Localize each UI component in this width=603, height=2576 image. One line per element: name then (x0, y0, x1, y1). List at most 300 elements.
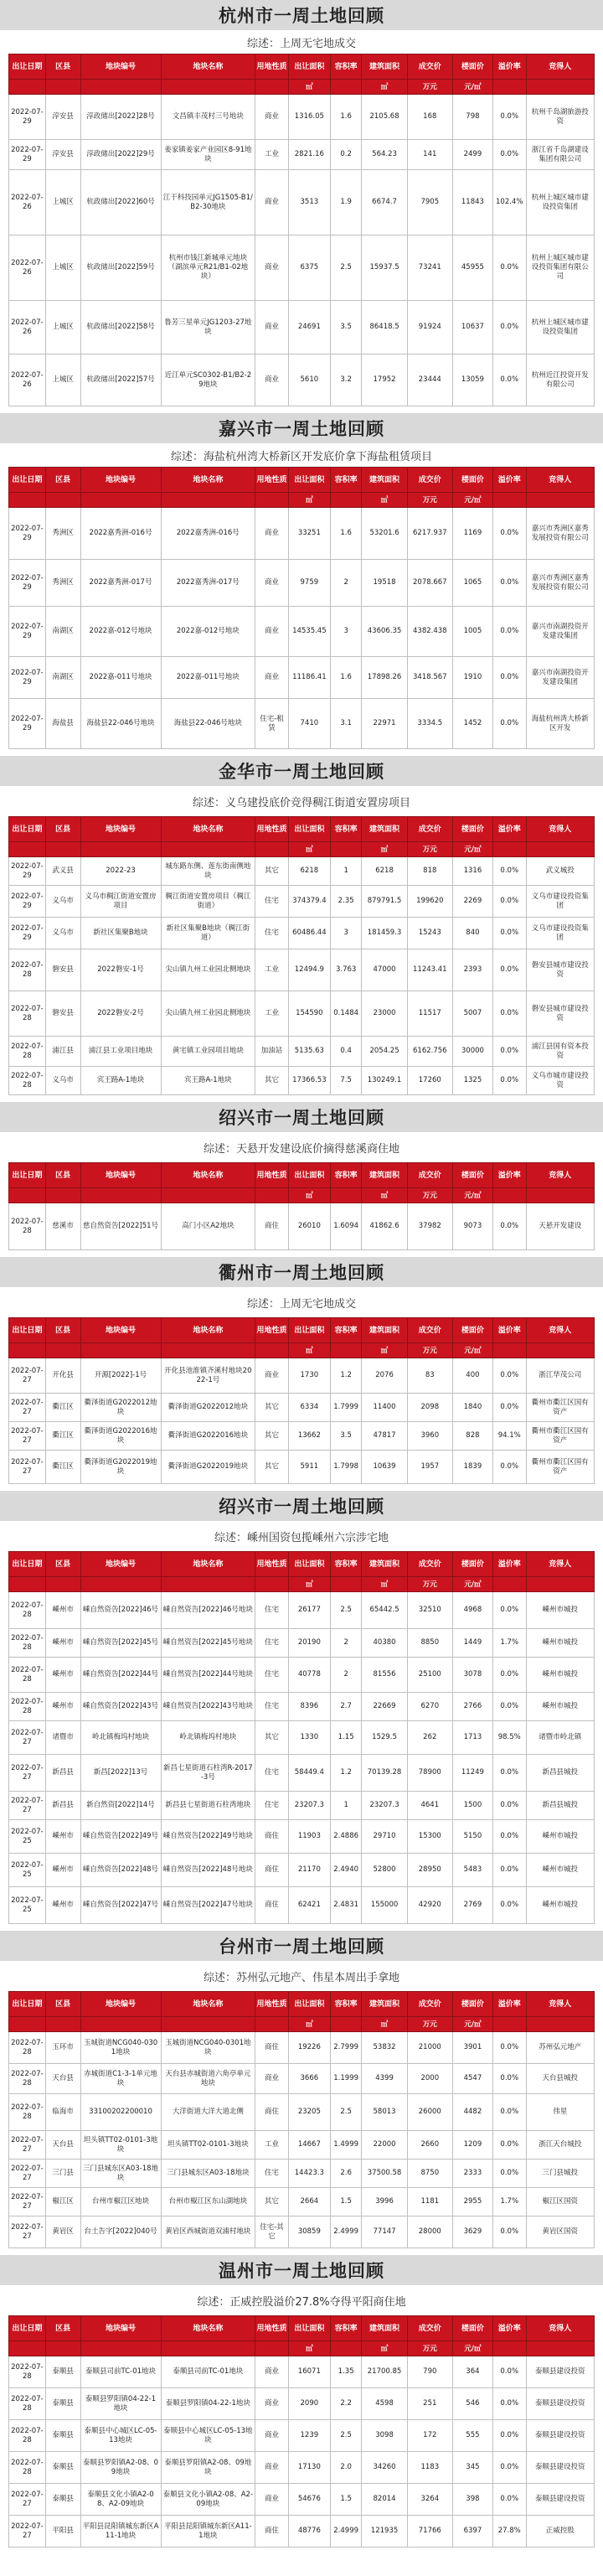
table-cell: 91924 (407, 301, 452, 354)
column-header: 出让日期 (9, 468, 46, 493)
table-cell: 2 (330, 560, 362, 607)
table-cell: 商业 (255, 301, 289, 354)
table-cell: 3996 (362, 2188, 407, 2216)
table-cell: 1239 (288, 2420, 330, 2452)
table-cell: 251 (407, 2388, 452, 2420)
table-cell: 41862.6 (362, 1203, 407, 1250)
table-cell: 40380 (362, 1629, 407, 1658)
column-header: 建筑面积 (362, 2316, 407, 2341)
table-cell: 1316 (452, 857, 492, 886)
table-cell: 文昌镇丰茂村三号地块 (161, 95, 255, 140)
table-cell: 嵊自然资告[2022]46号地块 (161, 1592, 255, 1629)
unit-header (161, 1343, 255, 1358)
table-cell: 2022-07-26 (9, 301, 46, 354)
table-cell: 泰顺县 (45, 2388, 80, 2420)
table-cell: 1449 (452, 1629, 492, 1658)
table-cell: 稠江街道安置房项目（稠江街道） (161, 886, 255, 918)
column-header: 地块编号 (80, 1992, 161, 2017)
table-cell: 台州市椒江区地块 (80, 2188, 161, 2216)
table-cell: 新昌县 (45, 1755, 80, 1792)
table-cell: 天台县 (45, 2131, 80, 2160)
unit-header (80, 80, 161, 95)
table-cell: 14423.3 (288, 2160, 330, 2188)
table-cell: 2.5 (330, 2420, 362, 2452)
table-row (9, 508, 595, 560)
table-row (9, 301, 595, 354)
table-cell: 泰顺县文化小镇A2-08、A2-09地块 (80, 2484, 161, 2516)
table-cell: 33100202200010 (80, 2094, 161, 2131)
table-cell: 2022-07-26 (9, 235, 46, 301)
table-cell: 28000 (407, 2216, 452, 2248)
table-cell: 杭政储出[2022]57号 (80, 354, 161, 406)
table-cell: 衢泽街道G2022012地块 (161, 1394, 255, 1422)
column-header: 出让日期 (9, 1992, 46, 2017)
unit-header: 元/㎡ (452, 2341, 492, 2356)
land-table (8, 54, 595, 406)
table-cell: 义乌市建设投资集团 (526, 886, 594, 918)
table-cell: 16071 (288, 2356, 330, 2388)
table-cell: 衢泽街道G2022019地块 (161, 1451, 255, 1484)
table-cell: 102.4% (492, 170, 526, 235)
column-header: 容积率 (330, 2316, 362, 2341)
table-cell: 1452 (452, 699, 492, 749)
table-cell: 2022嘉-011号地块 (80, 657, 161, 699)
table-cell: 10639 (362, 1451, 407, 1484)
table-cell: 5135.63 (288, 1037, 330, 1067)
section-title: 金华市一周土地回顾 (0, 756, 603, 786)
section-1 (0, 0, 603, 413)
table-cell: 2769 (452, 1887, 492, 1924)
table-cell: 1.7998 (330, 1451, 362, 1484)
table-cell: 374379.4 (288, 886, 330, 918)
section-6 (0, 1491, 603, 1931)
unit-header (80, 493, 161, 508)
unit-header (80, 2017, 161, 2032)
unit-header (45, 842, 80, 857)
table-cell: 城东路东侧、莲东街南侧地块 (161, 857, 255, 886)
table-cell: 商业 (255, 2064, 289, 2094)
column-header: 出让日期 (9, 1163, 46, 1188)
table-cell: 住宅 (255, 1693, 289, 1721)
table-cell: 正威控股 (526, 2516, 594, 2548)
column-header: 区县 (45, 1552, 80, 1577)
column-header: 用地性质 (255, 1163, 289, 1188)
table-row (9, 657, 595, 699)
unit-header (9, 1577, 46, 1592)
table-cell: 840 (452, 918, 492, 949)
section-summary: 综述：苏州弘元地产、伟星本周出手拿地 (203, 1971, 399, 1984)
table-cell: 义乌市城市建设投资 (526, 1067, 594, 1095)
table-cell: 泰顺县中心城区LC-05-13地块 (161, 2420, 255, 2452)
table-cell: 嵊自然资告[2022]46号 (80, 1592, 161, 1629)
table-cell: 南湖区 (45, 607, 80, 657)
unit-header: 万元 (407, 842, 452, 857)
table-cell: 81556 (362, 1658, 407, 1693)
table-cell: 杭州上城区城市建设投资集团 (526, 170, 594, 235)
table-cell: 姜家镇姜家产业园区8-91地块 (161, 140, 255, 170)
unit-header (80, 1577, 161, 1592)
column-header: 建筑面积 (362, 1163, 407, 1188)
table-cell: 564.23 (362, 140, 407, 170)
column-header: 地块名称 (161, 1992, 255, 2017)
table-cell: 商住 (255, 1887, 289, 1924)
table-cell: 2022磐安-1号 (80, 949, 161, 991)
table-cell: 0.0% (492, 857, 526, 886)
table-cell: 嘉兴市秀洲区嘉秀发展投资有限公司 (526, 508, 594, 560)
table-cell: 嵊自然资告[2022]45号地块 (161, 1629, 255, 1658)
column-header: 容积率 (330, 1992, 362, 2017)
table-cell: 浙江华茂公司 (526, 1358, 594, 1394)
unit-header: 元/㎡ (452, 1188, 492, 1203)
table-cell: 3334.5 (407, 699, 452, 749)
table-cell: 0.0% (492, 1451, 526, 1484)
table-cell: 0.0% (492, 1820, 526, 1854)
column-header: 成交价 (407, 468, 452, 493)
table-cell: 2022-07-28 (9, 1629, 46, 1658)
table-cell: 义乌市建设投资集团 (526, 918, 594, 949)
table-cell: 泰顺县罗阳镇A2-08、09地块 (161, 2452, 255, 2484)
column-header: 出让面积 (288, 54, 330, 80)
table-cell: 17366.53 (288, 1067, 330, 1095)
table-cell: 1713 (452, 1721, 492, 1755)
table-cell: 嵊州市 (45, 1820, 80, 1854)
unit-header (161, 1577, 255, 1592)
table-cell: 大洋街道大洋大道北侧 (161, 2094, 255, 2131)
table-cell: 82014 (362, 2484, 407, 2516)
column-header: 地块名称 (161, 817, 255, 842)
table-cell: 0.0% (492, 235, 526, 301)
column-header: 出让面积 (288, 817, 330, 842)
table-cell: 上城区 (45, 301, 80, 354)
table-cell: 2022-07-29 (9, 508, 46, 560)
column-header: 楼面价 (452, 1992, 492, 2017)
unit-header: ㎡ (288, 2017, 330, 2032)
table-cell: 3.763 (330, 949, 362, 991)
table-cell: 40778 (288, 1658, 330, 1693)
column-header: 建筑面积 (362, 468, 407, 493)
table-cell: 78900 (407, 1755, 452, 1792)
table-row (9, 991, 595, 1037)
table-cell: 泰顺县司前TC-01地块 (161, 2356, 255, 2388)
table-cell: 2.4886 (330, 1820, 362, 1854)
column-header: 地块编号 (80, 2316, 161, 2341)
column-header: 地块编号 (80, 468, 161, 493)
section-spacer (0, 1924, 603, 1931)
table-cell: 45955 (452, 235, 492, 301)
column-header: 楼面价 (452, 1163, 492, 1188)
column-header: 容积率 (330, 1163, 362, 1188)
table-cell: 0.0% (492, 2064, 526, 2094)
table-cell: 0.0% (492, 1203, 526, 1250)
table-cell: 2269 (452, 886, 492, 918)
table-cell: 2766 (452, 1693, 492, 1721)
table-cell: 2022-07-29 (9, 918, 46, 949)
table-cell: 杭州上城区城市建设投资集团有限公司 (526, 235, 594, 301)
table-cell: 1183 (407, 2452, 452, 2484)
table-cell: 17130 (288, 2452, 330, 2484)
land-table (8, 2315, 595, 2548)
table-cell: 2022-07-25 (9, 1854, 46, 1887)
table-cell: 2.6 (330, 2160, 362, 2188)
table-cell: 商住 (255, 1820, 289, 1854)
table-cell: 22669 (362, 1693, 407, 1721)
unit-header (45, 1577, 80, 1592)
table-cell: 嵊州市城投 (526, 1854, 594, 1887)
table-cell: 南湖区 (45, 657, 80, 699)
column-header: 竞得人 (526, 1992, 594, 2017)
column-header: 区县 (45, 1163, 80, 1188)
table-cell: 衢泽街道G2022016地块 (161, 1422, 255, 1451)
table-cell: 开化县 (45, 1358, 80, 1394)
unit-header: 万元 (407, 493, 452, 508)
table-cell: 嵊自然资告[2022]44号 (80, 1658, 161, 1693)
section-spacer (0, 406, 603, 413)
table-cell: 1910 (452, 657, 492, 699)
table-cell: 慈溪市 (45, 1203, 80, 1250)
table-cell: 衢江区 (45, 1422, 80, 1451)
unit-header (9, 2341, 46, 2356)
table-cell: 0.0% (492, 560, 526, 607)
table-cell: 嵊州市 (45, 1658, 80, 1693)
table-cell: 平阳县昆阳镇城东新区A11-1地块 (161, 2516, 255, 2548)
table-row (9, 1854, 595, 1887)
column-header: 竞得人 (526, 468, 594, 493)
table-cell: 1316.05 (288, 95, 330, 140)
table-cell: 嵊自然资告[2022]49号地块 (161, 1820, 255, 1854)
table-row (9, 2484, 595, 2516)
table-cell: 住宅 (255, 1629, 289, 1658)
unit-header (330, 80, 362, 95)
table-cell: 86418.5 (362, 301, 407, 354)
table-cell: 33251 (288, 508, 330, 560)
table-cell: 94.1% (492, 1422, 526, 1451)
table-row (9, 2188, 595, 2216)
table-cell: 1.5 (330, 2188, 362, 2216)
table-cell: 1500 (452, 1792, 492, 1820)
table-cell: 26177 (288, 1592, 330, 1629)
table-cell: 828 (452, 1422, 492, 1451)
table-cell: 3.5 (330, 301, 362, 354)
table-cell: 衢江区 (45, 1451, 80, 1484)
table-cell: 淳政储出[2022]28号 (80, 95, 161, 140)
table-cell: 新昌县城投 (526, 1792, 594, 1820)
table-cell: 5483 (452, 1854, 492, 1887)
table-cell: 嘉兴市南湖投资开发建设集团 (526, 657, 594, 699)
table-cell: 浦江县国有资本投资 (526, 1037, 594, 1067)
column-header: 楼面价 (452, 54, 492, 80)
table-cell: 2.5 (330, 235, 362, 301)
unit-header: ㎡ (288, 80, 330, 95)
column-header: 溢价率 (492, 54, 526, 80)
column-header: 竞得人 (526, 817, 594, 842)
table-cell: 磐安县城市建设投资 (526, 991, 594, 1037)
column-header: 成交价 (407, 817, 452, 842)
table-cell: 32510 (407, 1592, 452, 1629)
table-cell: 11903 (288, 1820, 330, 1854)
unit-header (255, 1343, 289, 1358)
table-cell: 0.0% (492, 2420, 526, 2452)
unit-header (492, 493, 526, 508)
table-row (9, 560, 595, 607)
column-header: 地块编号 (80, 54, 161, 80)
table-cell: 23444 (407, 354, 452, 406)
table-row (9, 170, 595, 235)
table-cell: 嵊州市城投 (526, 1820, 594, 1854)
table-cell: 0.0% (492, 2032, 526, 2064)
table-cell: 12494.9 (288, 949, 330, 991)
column-header: 溢价率 (492, 1318, 526, 1343)
table-cell: 其它 (255, 1451, 289, 1484)
table-cell: 19518 (362, 560, 407, 607)
table-cell: 37500.58 (362, 2160, 407, 2188)
section-title: 绍兴市一周土地回顾 (0, 1102, 603, 1132)
table-cell: 开源[2022]-1号 (80, 1358, 161, 1394)
table-row (9, 1658, 595, 1693)
table-row (9, 1629, 595, 1658)
unit-header (526, 842, 594, 857)
column-header: 成交价 (407, 1552, 452, 1577)
table-cell: 20190 (288, 1629, 330, 1658)
unit-header: ㎡ (362, 1343, 407, 1358)
table-row (9, 1721, 595, 1755)
table-cell: 商业 (255, 657, 289, 699)
table-cell: 5610 (288, 354, 330, 406)
column-header: 溢价率 (492, 1552, 526, 1577)
table-cell: 130249.1 (362, 1067, 407, 1095)
table-cell: 住宅 (255, 1592, 289, 1629)
column-header: 成交价 (407, 2316, 452, 2341)
section-spacer (0, 2248, 603, 2255)
table-cell: 1.7% (492, 1629, 526, 1658)
table-cell: 199620 (407, 886, 452, 918)
table-cell: 嵊自然资告[2022]45号 (80, 1629, 161, 1658)
unit-header: 元/㎡ (452, 80, 492, 95)
table-cell: 1.6094 (330, 1203, 362, 1250)
table-cell: 11400 (362, 1394, 407, 1422)
table-cell: 4641 (407, 1792, 452, 1820)
table-cell: 0.0% (492, 301, 526, 354)
section-title: 杭州市一周土地回顾 (0, 0, 603, 30)
table-cell: 天悬开发建设 (526, 1203, 594, 1250)
unit-header (161, 80, 255, 95)
section-8 (0, 2255, 603, 2554)
table-cell: 2022嘉-011号地块 (161, 657, 255, 699)
unit-header (330, 1577, 362, 1592)
table-cell: 三门县城投 (526, 2160, 594, 2188)
column-header: 出让日期 (9, 54, 46, 80)
table-cell: 嵊州市 (45, 1592, 80, 1629)
table-row (9, 2452, 595, 2484)
column-header: 竞得人 (526, 1552, 594, 1577)
table-cell: 23000 (362, 991, 407, 1037)
table-cell: 15937.5 (362, 235, 407, 301)
table-cell: 2664 (288, 2188, 330, 2216)
unit-header (330, 493, 362, 508)
land-table (8, 1317, 595, 1484)
table-cell: 磐安县 (45, 991, 80, 1037)
table-row (9, 1755, 595, 1792)
table-cell: 0.0% (492, 140, 526, 170)
table-cell: 2.4999 (330, 2516, 362, 2548)
table-cell: 27.8% (492, 2516, 526, 2548)
table-cell: 杭政储出[2022]60号 (80, 170, 161, 235)
table-cell: 嵊自然资告[2022]47号地块 (161, 1887, 255, 1924)
table-cell: 1169 (452, 508, 492, 560)
table-cell: 21000 (407, 2032, 452, 2064)
column-header: 用地性质 (255, 2316, 289, 2341)
land-table (8, 1162, 595, 1250)
table-cell: 嘉兴市南湖投资开发建设集团 (526, 607, 594, 657)
table-cell: 2.4999 (330, 2216, 362, 2248)
column-header: 竞得人 (526, 54, 594, 80)
table-cell: 2022-07-27 (9, 1755, 46, 1792)
column-header: 建筑面积 (362, 54, 407, 80)
column-header: 用地性质 (255, 1992, 289, 2017)
column-header: 建筑面积 (362, 1552, 407, 1577)
table-cell: 住宅 (255, 2160, 289, 2188)
table-cell: 2022-07-28 (9, 1658, 46, 1693)
table-row (9, 1394, 595, 1422)
table-cell: 8850 (407, 1629, 452, 1658)
table-cell: 48776 (288, 2516, 330, 2548)
table-cell: 2022-07-29 (9, 95, 46, 140)
table-cell: 0.0% (492, 949, 526, 991)
table-cell: 53201.6 (362, 508, 407, 560)
unit-header: ㎡ (288, 493, 330, 508)
column-header: 容积率 (330, 1318, 362, 1343)
table-row (9, 1358, 595, 1394)
table-cell: 2022-07-27 (9, 1358, 46, 1394)
unit-header (80, 2341, 161, 2356)
table-cell: 2.35 (330, 886, 362, 918)
table-cell: 1.6 (330, 657, 362, 699)
table-cell: 2022-23 (80, 857, 161, 886)
table-cell: 商业 (255, 1358, 289, 1394)
table-cell: 三门县 (45, 2160, 80, 2188)
table-cell: 商业 (255, 354, 289, 406)
table-cell: 2022嘉秀洲-017号 (161, 560, 255, 607)
table-cell: 0.0% (492, 1854, 526, 1887)
table-cell: 嵊州市 (45, 1887, 80, 1924)
column-header: 楼面价 (452, 817, 492, 842)
column-header: 出让日期 (9, 817, 46, 842)
column-header: 出让日期 (9, 2316, 46, 2341)
table-cell: 11249 (452, 1755, 492, 1792)
table-cell: 13662 (288, 1422, 330, 1451)
table-cell: 2022-07-27 (9, 1451, 46, 1484)
table-cell: 2.4831 (330, 1887, 362, 1924)
table-cell: 1 (330, 857, 362, 886)
table-cell: 3098 (362, 2420, 407, 2452)
table-cell: 海盐县22-046号地块 (80, 699, 161, 749)
table-row (9, 1451, 595, 1484)
column-header: 出让面积 (288, 2316, 330, 2341)
table-cell: 其它 (255, 1067, 289, 1095)
column-header: 容积率 (330, 468, 362, 493)
table-cell: 椒江区 (45, 2188, 80, 2216)
table-cell: 818 (407, 857, 452, 886)
table-cell: 17952 (362, 354, 407, 406)
table-cell: 玉城街道NCG040-0301地块 (80, 2032, 161, 2064)
table-cell: 泰顺县罗阳镇04-22-1地块 (161, 2388, 255, 2420)
unit-header (255, 80, 289, 95)
table-cell: 2 (330, 1629, 362, 1658)
table-cell: 商住 (255, 2094, 289, 2131)
table-cell: 2022-07-28 (9, 2452, 46, 2484)
section-spacer (0, 1095, 603, 1102)
table-cell: 43606.35 (362, 607, 407, 657)
table-row (9, 949, 595, 991)
